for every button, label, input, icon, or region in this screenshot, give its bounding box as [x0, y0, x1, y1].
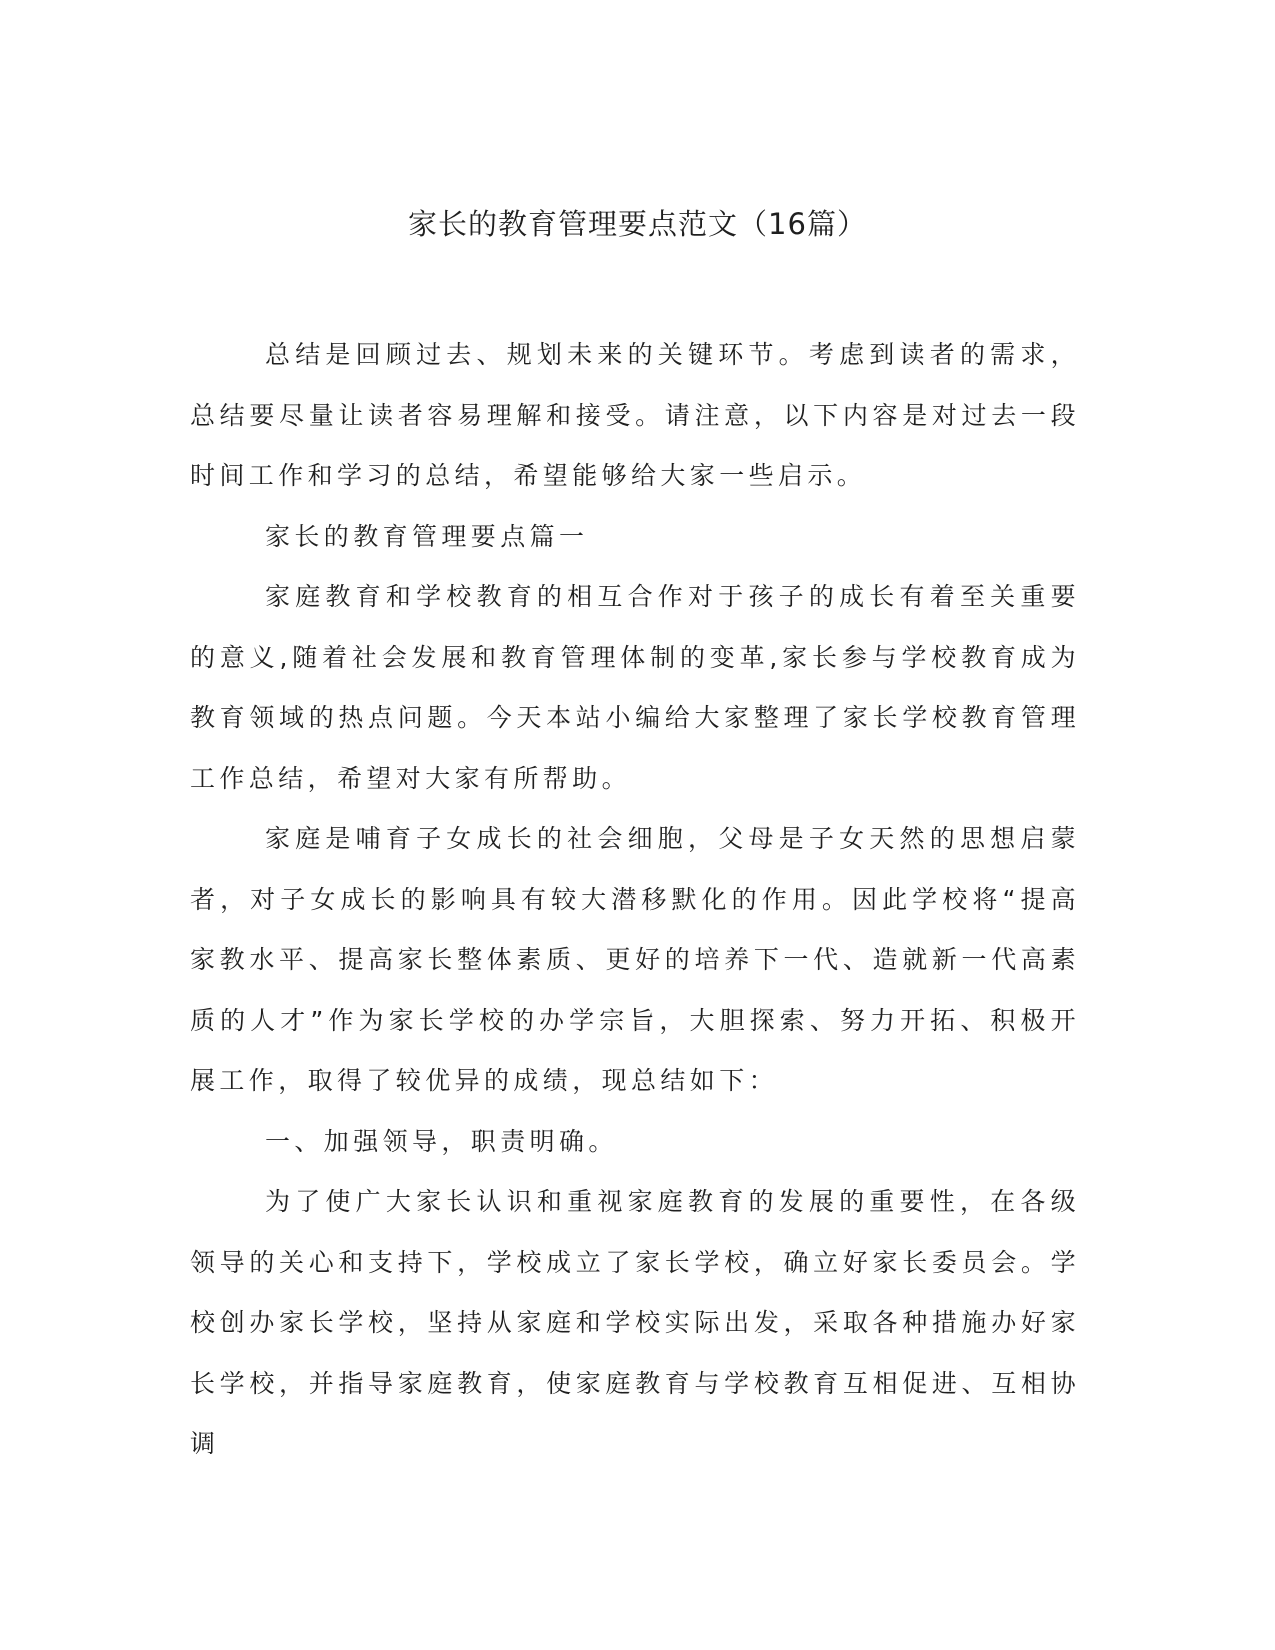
document-body — [190, 325, 1080, 1475]
body-paragraph: 家庭是哺育子女成长的社会细胞，父母是子女天然的思想启蒙者，对子女成长的影响具有较大潜移默化的作用。因此学校将“提高家教水平、提高家长整体素质、更好的培养下一代、造就新一代高素质的人才”作为家长学校的办学宗旨，大胆探索、努力开拓、积极开展工作，取得了较优异的成绩，现总结如下： — [190, 824, 1080, 1095]
section-heading-part-one: 家长的教育管理要点篇一 — [265, 521, 589, 551]
body-paragraph: 为了使广大家长认识和重视家庭教育的发展的重要性，在各级领导的关心和支持下，学校成立了家长学校，确立好家长委员会。学校创办家长学校，坚持从家庭和学校实际出发，采取各种措施办好家长学校，并指导家庭教育，使家庭教育与学校教育互相促进、互相协调 — [190, 1187, 1080, 1458]
intro-paragraph: 总结是回顾过去、规划未来的关键环节。考虑到读者的需求，总结要尽量让读者容易理解和接受。请注意，以下内容是对过去一段时间工作和学习的总结，希望能够给大家一些启示。 — [190, 340, 1080, 490]
document-title: 家长的教育管理要点范文（16篇） — [408, 207, 867, 241]
body-paragraph: 家庭教育和学校教育的相互合作对于孩子的成长有着至关重要的意义,随着社会发展和教育管理体制的变革,家长参与学校教育成为教育领域的热点问题。今天本站小编给大家整理了家长学校教育管理工作总结，希望对大家有所帮助。 — [190, 582, 1080, 793]
subsection-heading: 一、加强领导，职责明确。 — [265, 1126, 618, 1156]
